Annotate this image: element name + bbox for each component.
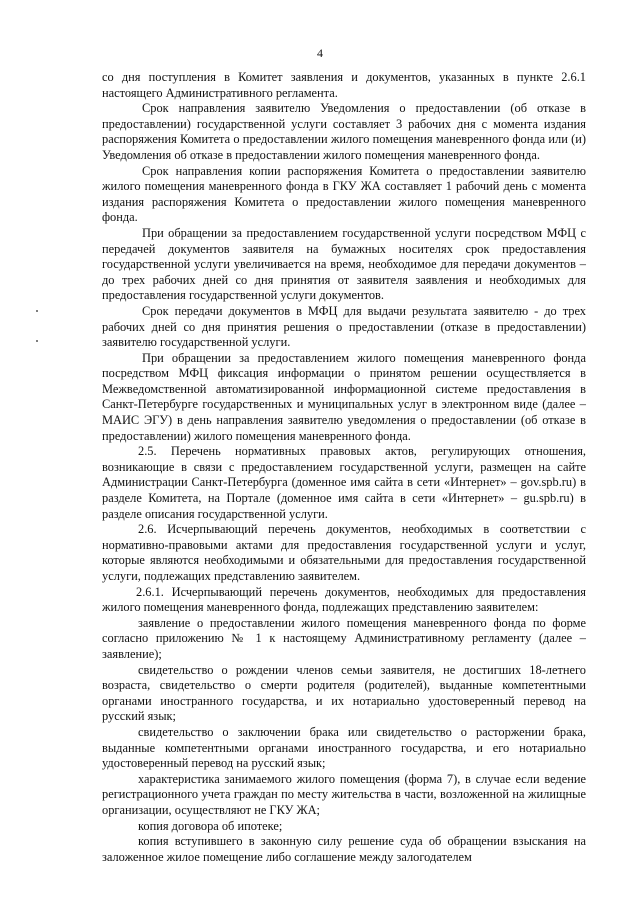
list-item-birth-certificate: свидетельство о рождении членов семьи заявителя, не достигших 18-летнего возраста, свидетельство о смерти родителя (родителей), выданные компетентными органами иностранного государства, и их нотариально удостоверенный перевод на русский язык; <box>102 662 586 724</box>
document-body <box>102 70 586 865</box>
paragraph-mfc-transfer: Срок передачи документов в МФЦ для выдачи результата заявителю - до трех рабочих дней со дня принятия решения о предоставлении (отказе в предоставлении) заявителю государственной услуги. <box>102 303 586 350</box>
paragraph-mfc-submission: При обращении за предоставлением государственной услуги посредством МФЦ с передачей документов заявителя на бумажных носителях срок предоставления государственной услуги увеличивается на время, необходимое для передачи документов – до трех рабочих дней со дня принятия от заявителя заявления и необходимых для предоставления государственной услуги документов. <box>102 225 586 303</box>
page-number: 4 <box>317 46 323 60</box>
margin-mark <box>36 310 38 312</box>
margin-mark <box>36 340 38 342</box>
paragraph-copy-deadline: Срок направления копии распоряжения Комитета о предоставлении заявителю жилого помещения маневренного фонда в ГКУ ЖА составляет 1 рабочий день с момента издания распоряжения Комитета о предоставлении жилого помещения маневренного фонда. <box>102 163 586 225</box>
paragraph-section-2-6: 2.6. Исчерпывающий перечень документов, необходимых в соответствии с нормативно-правовыми актами для предоставления государственной услуги и услуг, которые являются необходимыми и обязательными для предоставления государственной услуги, подлежащих представлению заявителем. <box>102 522 586 583</box>
paragraph-notification-deadline: Срок направления заявителю Уведомления о предоставлении (об отказе в предоставлении) государственной услуги составляет 3 рабочих дня с момента издания распоряжения Комитета о предоставлении жилого помещения маневренного фонда или (и) Уведомления об отказе в предоставлении жилого помещения маневренного фонда. <box>102 101 586 162</box>
paragraph-section-2-5: 2.5. Перечень нормативных правовых актов, регулирующих отношения, возникающие в связи с предоставлением государственной услуги, размещен на сайте Администрации Санкт-Петербурга (доменное имя сайта в сети «Интернет» – gov.spb.ru) в разделе Комитета, на Портале (доменное имя сайта в сети «Интернет» – gu.spb.ru) в разделе описания государственной услуги. <box>102 444 586 521</box>
list-item-marriage-certificate: свидетельство о заключении брака или свидетельство о расторжении брака, выданные компетентными органами иностранного государства, и его нотариально удостоверенный перевод на русский язык; <box>102 724 586 771</box>
list-item-mortgage-contract: копия договора об ипотеке; <box>138 818 283 833</box>
list-item-housing-characteristic: характеристика занимаемого жилого помещения (форма 7), в случае если ведение регистрационного учета граждан по месту жительства в части, возложенной на жилищные организации, осуществляют не ГКУ ЖА; <box>102 771 586 817</box>
paragraph-section-2-6-1: 2.6.1. Исчерпывающий перечень документов, необходимых для предоставления жилого помещения маневренного фонда, подлежащих представлению заявителем: <box>102 584 586 615</box>
list-item-application: заявление о предоставлении жилого помещения маневренного фонда по форме согласно приложению № 1 к настоящему Административному регламенту (далее – заявление); <box>102 615 586 661</box>
paragraph-continuation: со дня поступления в Комитет заявления и документов, указанных в пункте 2.6.1 настоящего Административного регламента. <box>102 70 586 100</box>
paragraph-mais-egu: При обращении за предоставлением жилого помещения маневренного фонда посредством МФЦ фиксация информации о принятом решении осуществляется в Межведомственной автоматизированной информационной системе предоставления в Санкт-Петербурге государственных и муниципальных услуг в электронном виде (далее – МАИС ЭГУ) в день направления заявителю уведомления о предоставлении (об отказе в предоставлении) жилого помещения маневренного фонда. <box>102 350 586 443</box>
list-item-court-decision: копия вступившего в законную силу решение суда об обращении взыскания на заложенное жилое помещение либо соглашение между залогодателем <box>102 834 586 864</box>
